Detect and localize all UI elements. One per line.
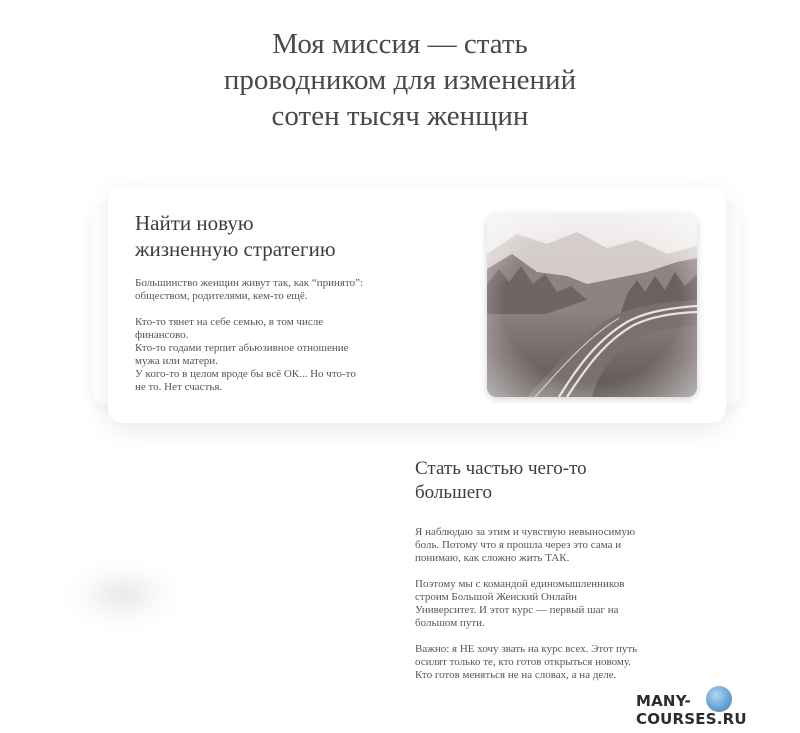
watermark-text: MANY-COURSES.RU [636, 692, 747, 728]
text-line: финансово. [135, 329, 189, 341]
text-line: Кто готов меняться не на словах, а на деле. [415, 669, 617, 681]
card-text [135, 277, 420, 407]
strategy-card [108, 187, 726, 423]
text-line: не то. Нет счастья. [135, 381, 223, 393]
section2-title [415, 457, 735, 505]
text-line: понимаю, как сложно жить ТАК. [415, 552, 570, 564]
hero-title-line: Моя миссия — стать [272, 28, 528, 60]
section2-title-line: Стать частью чего-то [415, 458, 587, 479]
section2-paragraph [415, 578, 690, 630]
card-title-line: Найти новую [135, 211, 254, 235]
road-photo [487, 214, 697, 397]
text-line: У кого-то в целом вроде бы всё ОК... Но что-то [135, 368, 356, 380]
card-title [135, 210, 455, 262]
hero-title-line: сотен тысяч женщин [271, 100, 529, 132]
decorative-blur [62, 560, 182, 630]
hero-title [0, 26, 800, 134]
text-line: Кто-то тянет на себе семью, в том числе [135, 316, 324, 328]
card-paragraph [135, 277, 420, 303]
text-line: обществом, родителями, кем-то ещё. [135, 290, 308, 302]
section2-title-line: большего [415, 482, 492, 503]
card-title-line: жизненную стратегию [135, 237, 336, 261]
text-line: Кто-то годами терпит абьюзивное отношение [135, 342, 349, 354]
section2-paragraph [415, 643, 690, 682]
text-line: мужа или матери. [135, 355, 218, 367]
text-line: Поэтому мы с командой единомышленников [415, 578, 625, 590]
hero-title-line: проводником для изменений [223, 64, 577, 96]
text-line: Университет. И этот курс — первый шаг на [415, 604, 619, 616]
section2-text [415, 526, 690, 695]
text-line: Важно: я НЕ хочу звать на курс всех. Этот путь [415, 643, 638, 655]
watermark [636, 686, 796, 728]
section2-paragraph [415, 526, 690, 565]
card-paragraph [135, 316, 420, 394]
text-line: строим Большой Женский Онлайн [415, 591, 577, 603]
text-line: Большинство женщин живут так, как “принято”: [135, 277, 364, 289]
text-line: большом пути. [415, 617, 485, 629]
text-line: осилят только те, кто готов открыться новому. [415, 656, 632, 668]
text-line: Я наблюдаю за этим и чувствую невыносимую [415, 526, 636, 538]
text-line: боль. Потому что я прошла через это сама и [415, 539, 622, 551]
